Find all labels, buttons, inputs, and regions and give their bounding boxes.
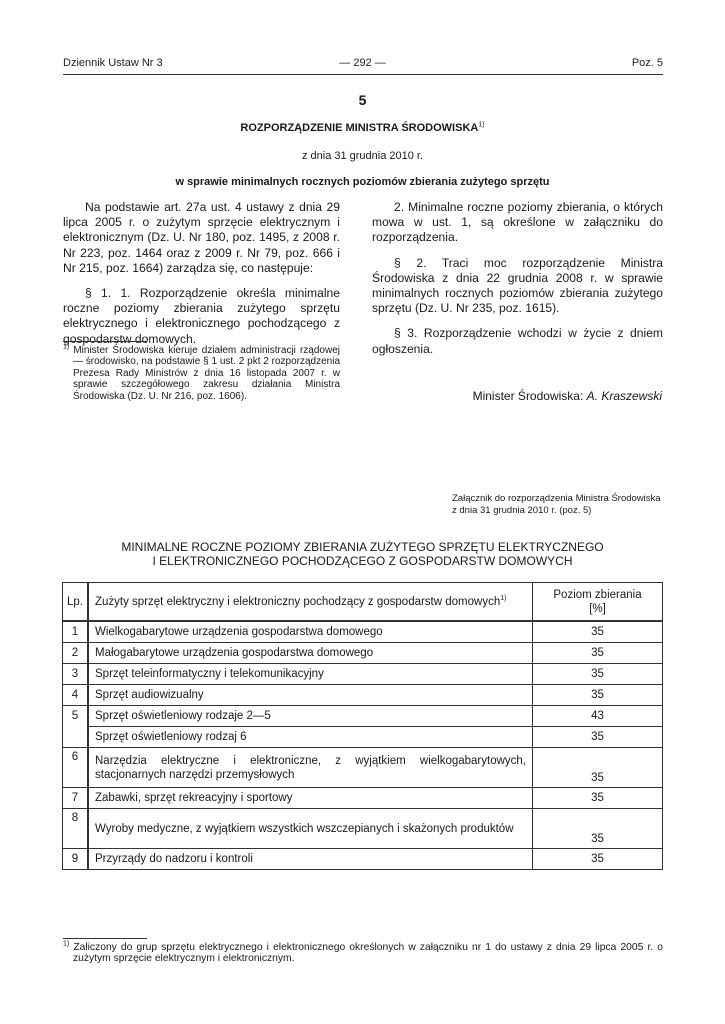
footnote-2 xyxy=(63,942,663,965)
footnote-ref: 1) xyxy=(500,594,507,602)
signature-name: A. Kraszewski xyxy=(586,389,662,403)
row-lp: 5 xyxy=(63,706,89,727)
preamble: Na podstawie art. 27a ust. 4 ustawy z dnia 29 lipca 2005 r. o zużytym sprzęcie elektrycznym i elektronicznym (Dz. U. Nr 180, poz. 1495, z 2008 r. Nr 223, poz. 1464 oraz z 2009 r. Nr 79, poz. 666 i Nr 215, poz. 1664) zarządza się, co następuje: xyxy=(63,200,340,275)
header-rule xyxy=(63,74,663,75)
footnote-2-text: Zaliczony do grup sprzętu elektrycznego i elektronicznego określonych w załączniku nr 1 do ustawy z dnia 29 lipca 2005 r. o zużytym sprzęcie elektrycznym i elektronicznym. xyxy=(73,942,663,965)
row-description: Zabawki, sprzęt rekreacyjny i sportowy xyxy=(88,788,533,809)
table-row xyxy=(63,727,663,748)
table-row xyxy=(63,643,663,664)
row-level: 35 xyxy=(533,664,663,685)
paragraph-3: § 3. Rozporządzenie wchodzi w życie z dniem ogłoszenia. xyxy=(372,326,663,356)
annex-title-line-2: I ELEKTRONICZNEGO POCHODZĄCEGO Z GOSPODARSTW DOMOWYCH xyxy=(152,553,573,568)
page-number: — 292 — xyxy=(339,57,386,69)
signature xyxy=(473,389,662,403)
act-subject: w sprawie minimalnych rocznych poziomów zbierania zużytego sprzętu xyxy=(175,176,550,188)
header-description xyxy=(88,583,533,622)
footnote-ref: 1) xyxy=(478,121,485,129)
row-description: Sprzęt audiowizualny xyxy=(88,685,533,706)
row-lp: 1 xyxy=(63,621,89,643)
row-lp: 9 xyxy=(63,849,89,870)
table-row xyxy=(63,706,663,727)
row-description: Sprzęt oświetleniowy rodzaje 2—5 xyxy=(88,706,533,727)
row-level: 35 xyxy=(533,748,663,788)
row-level: 35 xyxy=(533,643,663,664)
header-level xyxy=(533,583,663,622)
row-description: Sprzęt oświetleniowy rodzaj 6 xyxy=(88,727,533,748)
row-lp: 3 xyxy=(63,664,89,685)
table-row xyxy=(63,809,663,849)
left-column xyxy=(63,200,340,347)
row-lp: 7 xyxy=(63,788,89,809)
row-description: Małogabarytowe urządzenia gospodarstwa domowego xyxy=(88,643,533,664)
row-lp: 8 xyxy=(63,809,89,849)
position-number: Poz. 5 xyxy=(631,57,663,69)
footnote-1 xyxy=(63,345,340,402)
row-level: 43 xyxy=(533,706,663,727)
paragraph-1-1: § 1. 1. Rozporządzenie określa minimalne roczne poziomy zbierania zużytego sprzętu elektrycznego i elektronicznego pochodzącego z gospodarstw domowych. xyxy=(63,286,340,346)
row-level: 35 xyxy=(533,621,663,643)
right-column xyxy=(372,200,663,357)
annex-line-1: Załącznik do rozporządzenia Ministra Środowiska xyxy=(452,493,661,504)
row-description: Sprzęt teleinformatyczny i telekomunikacyjny xyxy=(88,664,533,685)
row-level: 35 xyxy=(533,809,663,849)
footnote-rule xyxy=(63,938,147,939)
row-description: Wielkogabarytowe urządzenia gospodarstwa domowego xyxy=(88,621,533,643)
row-description: Przyrządy do nadzoru i kontroli xyxy=(88,849,533,870)
table-row xyxy=(63,748,663,788)
row-level: 35 xyxy=(533,727,663,748)
row-description: Narzędzia elektryczne i elektroniczne, z wyjątkiem wielkogabarytowych, stacjonarnych narzędzi przemysłowych xyxy=(88,748,533,788)
annex-title-line-1: MINIMALNE ROCZNE POZIOMY ZBIERANIA ZUŻYTEGO SPRZĘTU ELEKTRYCZNEGO xyxy=(121,540,604,554)
table-row xyxy=(63,664,663,685)
signature-role: Minister Środowiska: xyxy=(472,389,587,403)
header-lp: Lp. xyxy=(63,583,89,622)
row-lp: 4 xyxy=(63,685,89,706)
footnote-marker: 1) xyxy=(63,343,70,351)
header-level-line-1: Poziom zbierania xyxy=(553,588,642,601)
annex-note xyxy=(452,493,661,516)
row-level: 35 xyxy=(533,849,663,870)
table-row xyxy=(63,621,663,643)
paragraph-1-2: 2. Minimalne roczne poziomy zbierania, o których mowa w ust. 1, są określone w załączniku do rozporządzenia. xyxy=(372,200,663,245)
row-description: Wyroby medyczne, z wyjątkiem wszystkich wszczepianych i skażonych produktów xyxy=(88,809,533,849)
act-date: z dnia 31 grudnia 2010 r. xyxy=(301,150,424,162)
collection-levels-table xyxy=(62,582,663,870)
act-number: 5 xyxy=(358,92,367,108)
footnote-marker: 1) xyxy=(63,940,70,948)
row-lp xyxy=(63,727,89,748)
act-title xyxy=(0,122,725,134)
table-row xyxy=(63,685,663,706)
paragraph-2: § 2. Traci moc rozporządzenie Ministra Środowiska z dnia 22 grudnia 2008 r. w sprawie minimalnych rocznych poziomów zbierania zużytego sprzętu (Dz. U. Nr 235, poz. 1615). xyxy=(372,255,663,316)
act-title-text: ROZPORZĄDZENIE MINISTRA ŚRODOWISKA xyxy=(240,122,479,134)
table-row xyxy=(63,788,663,809)
footnote-1-text: Minister Środowiska kieruje działem administracji rządowej — środowisko, na podstawie § 1 ust. 2 pkt 2 rozporządzenia Prezesa Rady Ministrów z dnia 16 listopada 2007 r. w sprawie szczegółowego zakresu działania Ministra Środowiska (Dz. U. Nr 216, poz. 1606). xyxy=(73,345,340,402)
footnote-rule xyxy=(63,341,147,342)
row-level: 35 xyxy=(533,685,663,706)
row-lp: 6 xyxy=(63,748,89,788)
table-row xyxy=(63,849,663,870)
table-header-row xyxy=(63,583,663,622)
annex-title xyxy=(0,541,725,568)
header-description-text: Zużyty sprzęt elektryczny i elektroniczny pochodzący z gospodarstw domowych xyxy=(95,595,501,608)
header-level-line-2: [%] xyxy=(589,602,606,615)
row-level: 35 xyxy=(533,788,663,809)
row-lp: 2 xyxy=(63,643,89,664)
annex-line-2: z dnia 31 grudnia 2010 r. (poz. 5) xyxy=(452,504,592,516)
journal-name: Dziennik Ustaw Nr 3 xyxy=(63,57,163,69)
